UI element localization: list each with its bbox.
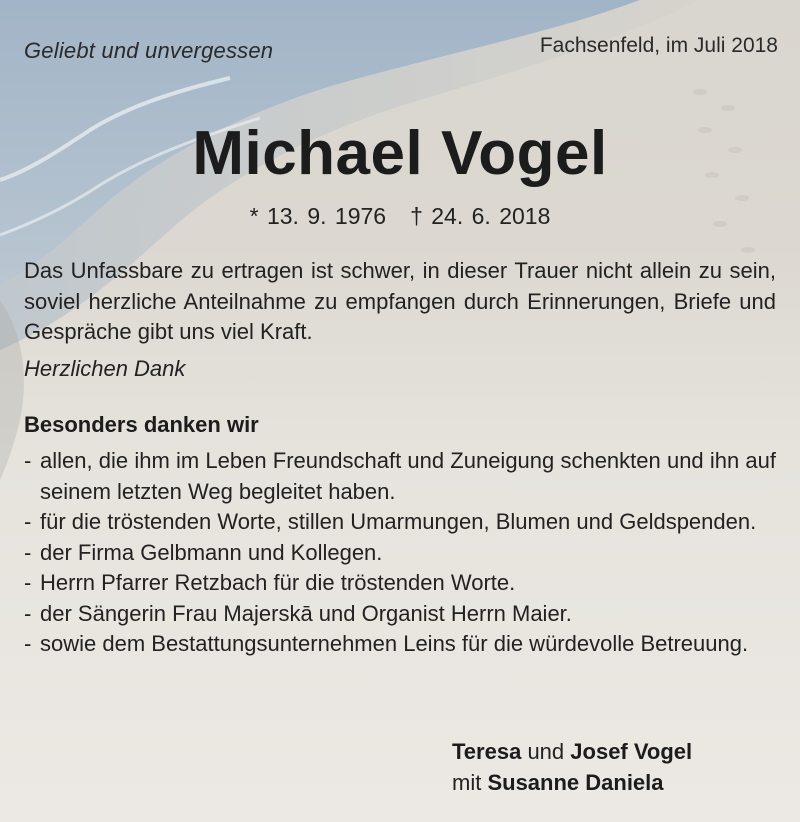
deceased-name: Michael Vogel <box>192 119 608 188</box>
signature-line-1 <box>452 736 692 767</box>
list-item: - sowie dem Bestattungsunternehmen Leins für die würdevolle Betreuung. <box>24 631 749 656</box>
birth-date: * 13. 9. 1976 <box>249 203 387 229</box>
special-thanks-heading: Besonders danken wir <box>24 412 259 437</box>
signer-first-name: Teresa <box>452 739 522 764</box>
list-item: - der Sängerin Frau Majerskā und Organist Herrn Maier. <box>24 600 572 626</box>
special-thanks-list <box>24 446 776 660</box>
list-item: - Herrn Pfarrer Retzbach für die tröstenden Worte. <box>24 570 516 595</box>
signature-with: mit <box>452 770 482 795</box>
signature-connector: und <box>527 739 565 764</box>
life-dates <box>0 203 800 230</box>
thank-you-paragraph: Das Unfassbare zu ertragen ist schwer, in dieser Trauer nicht allein zu sein, soviel herzliche Anteilnahme zu empfangen durch Erinnerungen, Briefe und Gespräche gibt uns viel Kraft. <box>24 258 776 344</box>
death-date: † 24. 6. 2018 <box>410 203 551 229</box>
signer-third-name: Susanne Daniela <box>487 770 664 795</box>
place-date: Fachsenfeld, im Juli 2018 <box>539 34 778 57</box>
list-item: - der Firma Gelbmann und Kollegen. <box>24 539 383 565</box>
motto: Geliebt und unvergessen <box>24 38 274 63</box>
list-item: - für die tröstenden Worte, stillen Umarmungen, Blumen und Geldspenden. <box>24 509 757 534</box>
thanks-line: Herzlichen Dank <box>24 356 186 381</box>
signature-line-2 <box>452 767 692 798</box>
signer-second-name: Josef Vogel <box>570 739 693 764</box>
signature <box>452 736 692 798</box>
list-item: - allen, die ihm im Leben Freundschaft und Zuneigung schenkten und ihn auf seinem letzten Weg begleitet haben. <box>24 448 776 504</box>
